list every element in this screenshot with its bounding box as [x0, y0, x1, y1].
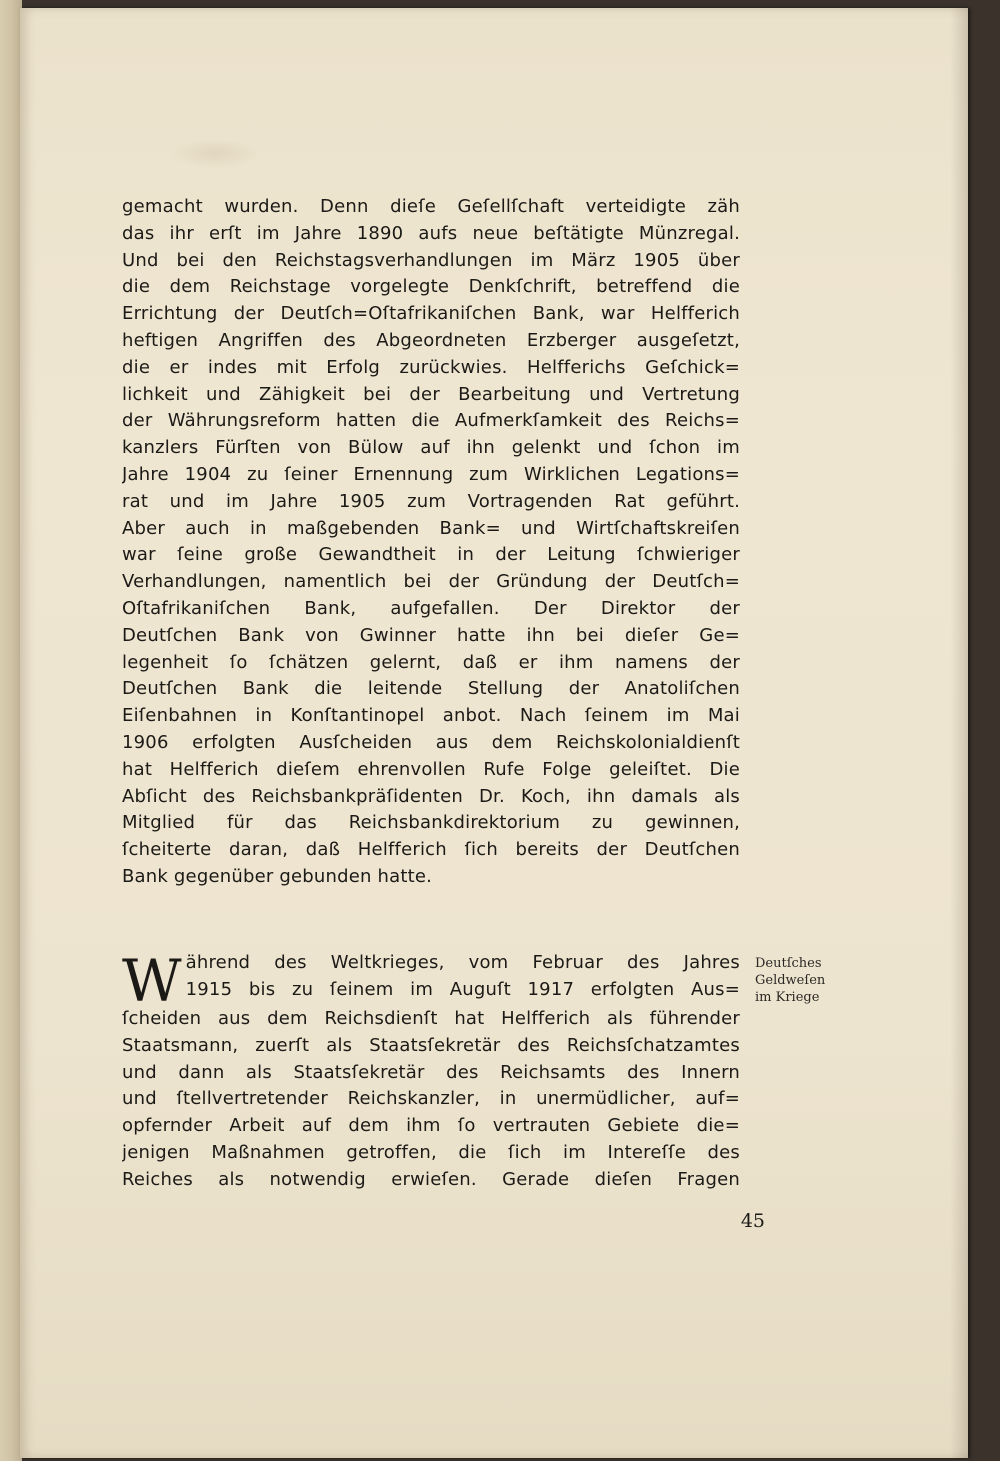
body-paragraph-2: [122, 947, 740, 1194]
text-line: heftigen Angriffen des Abgeordneten Erzberger ausgeſetzt,: [122, 329, 740, 351]
text-line: die er indes mit Erfolg zurückwies. Helfferichs Geſchick=: [122, 356, 740, 378]
text-line: ährend des Weltkrieges, vom Februar des Jahres: [185, 952, 740, 973]
text-line: Abſicht des Reichsbankpräſidenten Dr. Koch, ihn damals als: [122, 785, 740, 807]
text-line: Staatsmann, zuerſt als Staatsſekretär des Reichsſchatzamtes: [122, 1034, 740, 1056]
text-line: ſcheiterte daran, daß Helfferich ſich bereits der Deutſchen: [122, 839, 740, 861]
marginal-note-line: Geldweſen: [755, 973, 826, 988]
page-number: 45: [740, 1210, 765, 1232]
page-edge-shadow: [950, 8, 968, 1458]
text-line: ſcheiden aus dem Reichsdienſt hat Helfferich als führender: [122, 1008, 740, 1029]
text-line: das ihr erſt im Jahre 1890 aufs neue beſtätigte Münzregal.: [122, 222, 740, 244]
text-line: legenheit ſo ſchätzen gelernt, daß er ihm namens der: [122, 651, 740, 673]
marginal-note-line: im Kriege: [755, 990, 820, 1005]
marginal-note-line: Deutſches: [755, 956, 822, 971]
marginal-note: [755, 955, 875, 1006]
text-line: lichkeit und Zähigkeit bei der Bearbeitung und Vertretung: [122, 383, 740, 405]
text-line: Deutſchen Bank die leitende Stellung der Anatoliſchen: [122, 678, 740, 700]
text-line: Errichtung der Deutſch=Oſtafrikaniſchen Bank, war Helfferich: [122, 303, 740, 325]
drop-cap: W: [122, 947, 180, 1015]
text-line: die dem Reichstage vorgelegte Denkſchrift, betreffend die: [122, 276, 740, 298]
paper-stain: [170, 138, 260, 168]
text-line: kanzlers Fürſten von Bülow auf ihn gelenkt und ſchon im: [122, 437, 740, 459]
text-line: war ſeine große Gewandtheit in der Leitung ſchwieriger: [122, 544, 740, 566]
text-line: Reiches als notwendig erwieſen. Gerade dieſen Fragen: [122, 1168, 740, 1190]
body-paragraph-1: [122, 194, 740, 891]
text-line: Und bei den Reichstagsverhandlungen im März 1905 über: [122, 249, 740, 271]
text-line: hat Helfferich dieſem ehrenvollen Rufe Folge geleiſtet. Die: [122, 758, 740, 780]
text-line: und dann als Staatsſekretär des Reichsamts des Innern: [122, 1061, 740, 1083]
text-line: Jahre 1904 zu ſeiner Ernennung zum Wirklichen Legations=: [122, 463, 740, 485]
text-line: opfernder Arbeit auf dem ihm ſo vertrauten Gebiete die=: [122, 1115, 740, 1137]
text-line: und ſtellvertretender Reichskanzler, in unermüdlicher, auf=: [122, 1088, 740, 1110]
text-line: Oſtafrikaniſchen Bank, aufgefallen. Der Direktor der: [122, 597, 740, 619]
text-line: 1906 erfolgten Ausſcheiden aus dem Reichskolonialdienſt: [122, 731, 740, 753]
text-line: Eiſenbahnen in Konſtantinopel anbot. Nach ſeinem im Mai: [122, 705, 740, 727]
text-line: Mitglied für das Reichsbankdirektorium zu gewinnen,: [122, 812, 740, 834]
text-line: Verhandlungen, namentlich bei der Gründung der Deutſch=: [122, 571, 740, 593]
text-line: jenigen Maßnahmen getroffen, die ſich im Intereſſe des: [122, 1141, 740, 1163]
text-line: rat und im Jahre 1905 zum Vortragenden Rat geführt.: [122, 490, 740, 512]
text-line: gemacht wurden. Denn dieſe Geſellſchaft verteidigte zäh: [122, 196, 740, 217]
text-line: 1915 bis zu ſeinem im Auguſt 1917 erfolgten Aus=: [185, 978, 740, 1000]
text-line: Deutſchen Bank von Gwinner hatte ihn bei dieſer Ge=: [122, 624, 740, 646]
text-line: Bank gegenüber gebunden hatte.: [122, 865, 433, 887]
previous-page-edge: [0, 0, 22, 1461]
text-line: der Währungsreform hatten die Aufmerkſamkeit des Reichs=: [122, 410, 740, 432]
text-line: Aber auch in maßgebenden Bank= und Wirtſchaftskreiſen: [122, 517, 740, 539]
